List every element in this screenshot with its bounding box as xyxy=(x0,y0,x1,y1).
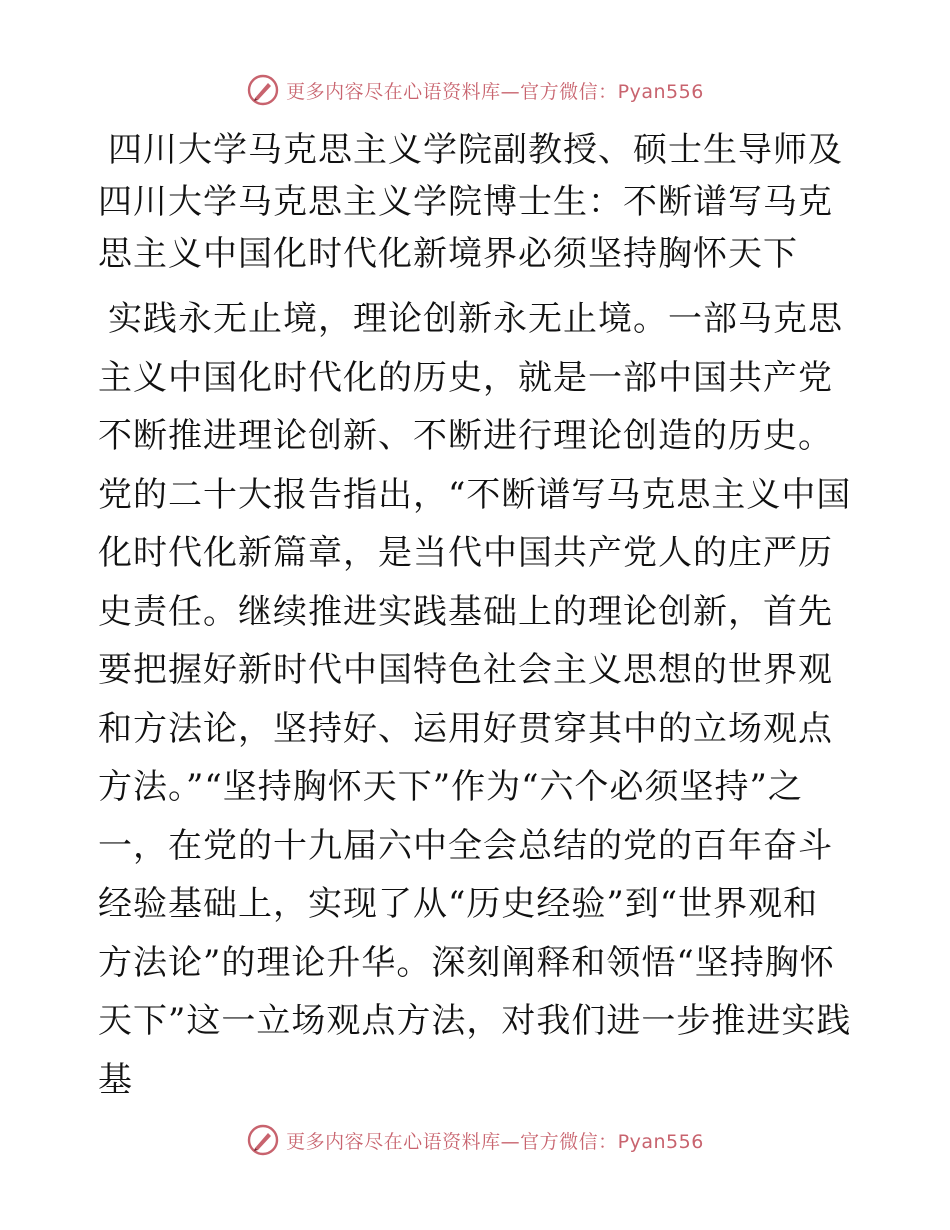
header-banner-text: 更多内容尽在心语资料库—官方微信：Pyan556 xyxy=(286,80,704,103)
pen-circle-logo-icon xyxy=(246,73,280,107)
pen-circle-logo-icon xyxy=(246,1123,280,1157)
document-title: 四川大学马克思主义学院副教授、硕士生导师及四川大学马克思主义学院博士生：不断谱写马克思主义中国化时代化新境界必须坚持胸怀天下 xyxy=(98,130,843,274)
footer-banner-text: 更多内容尽在心语资料库—官方微信：Pyan556 xyxy=(286,1130,704,1153)
document-content xyxy=(98,124,853,1109)
header-banner xyxy=(0,70,950,110)
footer-banner xyxy=(0,1120,950,1160)
document-paragraph: 实践永无止境，理论创新永无止境。一部马克思主义中国化时代化的历史，就是一部中国共产党不断推进理论创新、不断进行理论创造的历史。党的二十大报告指出，“不断谱写马克思主义中国化时代化新篇章，是当代中国共产党人的庄严历史责任。继续推进实践基础上的理论创新，首先要把握好新时代中国特色社会主义思想的世界观和方法论，坚持好、运用好贯穿其中的立场观点方法。”“坚持胸怀天下”作为“六个必须坚持”之一，在党的十九届六中全会总结的党的百年奋斗经验基础上，实现了从“历史经验”到“世界观和方法论”的理论升华。深刻阐释和领悟“坚持胸怀天下”这一立场观点方法，对我们进一步推进实践基 xyxy=(98,299,852,1100)
